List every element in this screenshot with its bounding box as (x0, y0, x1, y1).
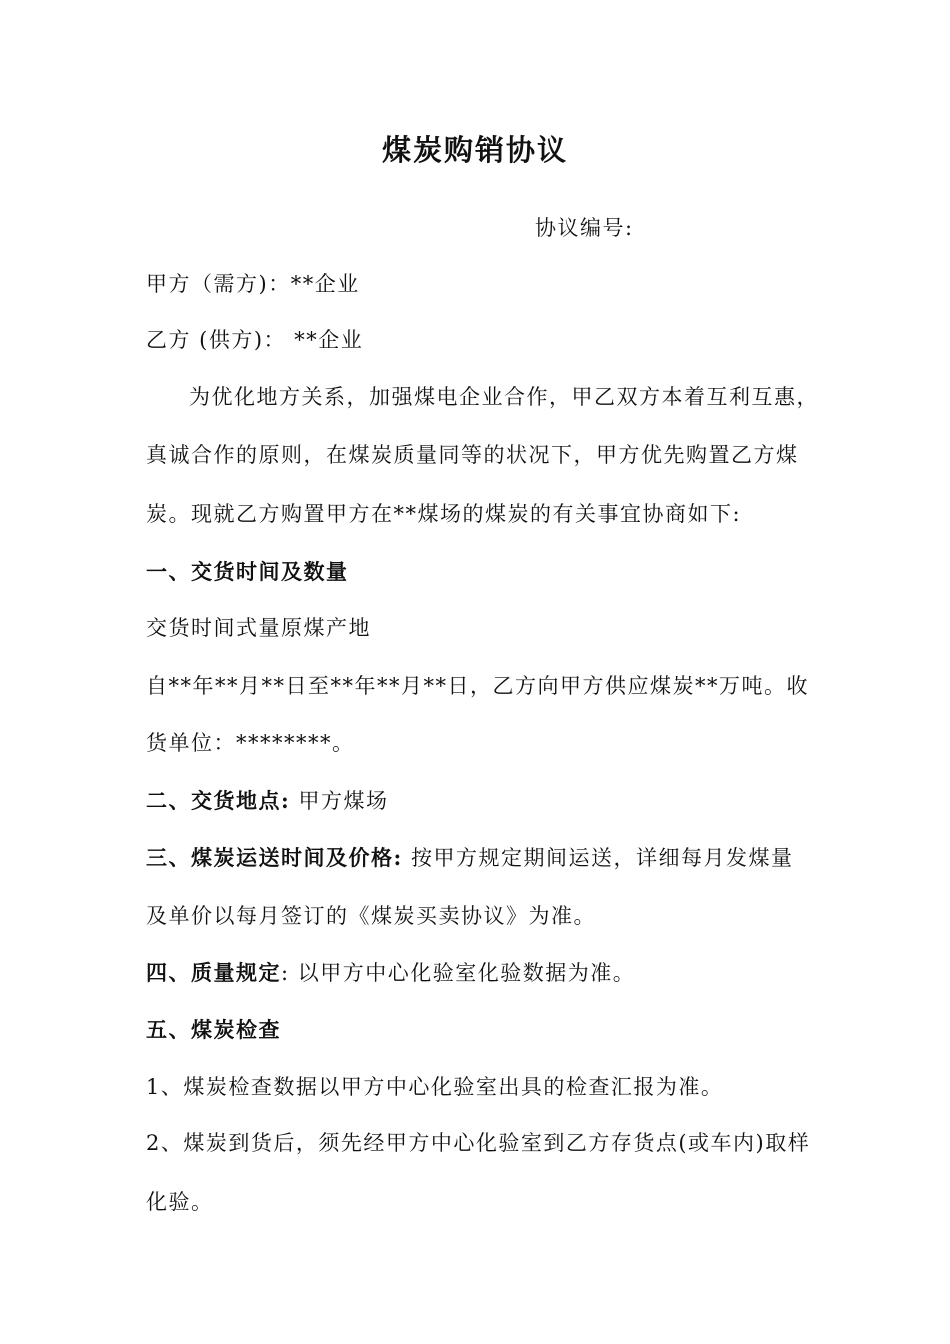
party-a-line: 甲方（需方)：**企业 (146, 272, 360, 296)
section3-line-2: 及单价以每月签订的《煤炭买卖协议》为准。 (146, 904, 596, 928)
intro-line-3: 炭。现就乙方购置甲方在**煤场的煤炭的有关事宜协商如下: (146, 502, 742, 526)
section3-text: 按甲方规定期间运送，详细每月发煤量 (402, 846, 794, 870)
intro-line-1: 为优化地方关系，加强煤电企业合作，甲乙双方本着互利互惠， (189, 385, 819, 409)
section3-heading: 三、煤炭运送时间及价格: (146, 845, 403, 870)
section4-heading: 四、质量规定 (146, 960, 281, 985)
section5-item-1: 1、煤炭检查数据以甲方中心化验室出具的检查汇报为准。 (146, 1075, 724, 1099)
document-title: 煤炭购销协议 (381, 133, 568, 167)
section4-line (146, 956, 826, 990)
section1-line-1: 交货时间式量原煤产地 (146, 616, 371, 640)
section3-line-1 (146, 841, 826, 875)
section5-heading: 五、煤炭检查 (146, 1017, 281, 1042)
intro-line-2: 真诚合作的原则，在煤炭质量同等的状况下，甲方优先购置乙方煤 (146, 443, 799, 467)
section2-text: 甲方煤场 (290, 789, 389, 813)
party-b-line: 乙方 (供方)： **企业 (146, 328, 364, 352)
section1-line-3: 货单位：********。 (146, 731, 355, 755)
section5-item-2: 2、煤炭到货后，须先经甲方中心化验室到乙方存货点(或车内)取样 (146, 1131, 811, 1155)
section1-line-2: 自**年**月**日至**年**月**日，乙方向甲方供应煤炭**万吨。收 (146, 674, 809, 698)
section1-heading: 一、交货时间及数量 (146, 559, 349, 584)
agreement-number-label: 协议编号: (535, 216, 634, 240)
section5-item-2-cont: 化验。 (146, 1190, 214, 1214)
section2-line (146, 784, 826, 818)
section2-heading: 二、交货地点: (146, 788, 291, 813)
section4-text: : 以甲方中心化验室化验数据为准。 (281, 961, 636, 985)
